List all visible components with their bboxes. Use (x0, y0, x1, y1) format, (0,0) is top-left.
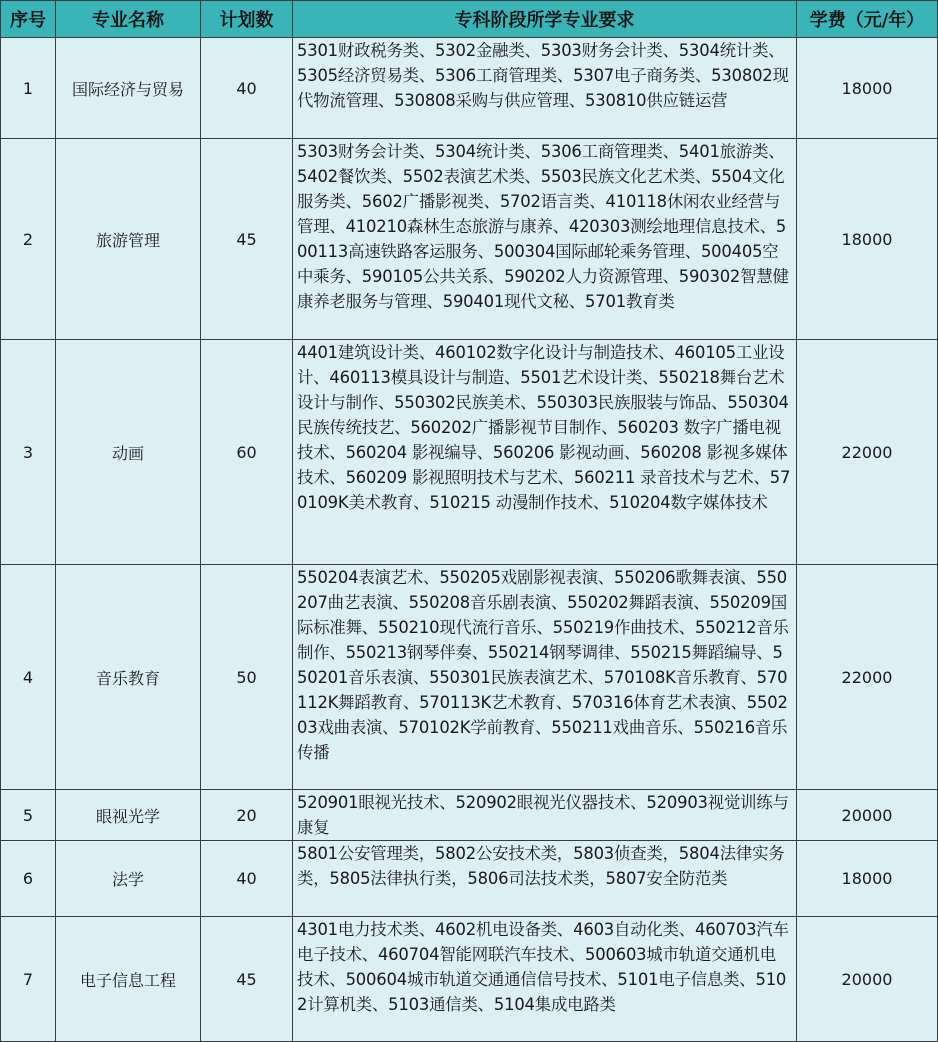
header-index: 序号 (1, 1, 56, 38)
row-tuition: 18000 (797, 38, 938, 139)
row-quota: 40 (201, 38, 293, 139)
row-requirement: 5801公安管理类，5802公安技术类，5803侦查类，5804法律实务类，5805法律执行类，5806司法技术类，5807安全防范类 (293, 841, 797, 917)
row-index: 1 (1, 38, 56, 139)
row-tuition: 20000 (797, 790, 938, 841)
row-quota: 45 (201, 139, 293, 340)
row-requirement: 5301财政税务类、5302金融类、5303财务会计类、5304统计类、5305经济贸易类、5306工商管理类、5307电子商务类、530802现代物流管理、530808采购与供应管理、530810供应链运营 (293, 38, 797, 139)
row-quota: 50 (201, 565, 293, 790)
row-index: 6 (1, 841, 56, 917)
row-tuition: 20000 (797, 917, 938, 1042)
row-major: 法学 (56, 841, 201, 917)
row-index: 5 (1, 790, 56, 841)
table-row (1, 139, 938, 340)
row-requirement: 550204表演艺术、550205戏剧影视表演、550206歌舞表演、550207曲艺表演、550208音乐剧表演、550202舞蹈表演、550209国际标准舞、550210现代流行音乐、550219作曲技术、550212音乐制作、550213钢琴伴奏、550214钢琴调律、550215舞蹈编导、550201音乐表演、550301民族表演艺术、570108K音乐教育、570112K舞蹈教育、570113K艺术教育、570316体育艺术表演、550203戏曲表演、570102K学前教育、550211戏曲音乐、550216音乐传播 (293, 565, 797, 790)
row-tuition: 22000 (797, 565, 938, 790)
row-index: 7 (1, 917, 56, 1042)
row-major: 电子信息工程 (56, 917, 201, 1042)
row-index: 3 (1, 340, 56, 565)
row-quota: 40 (201, 841, 293, 917)
row-tuition: 18000 (797, 139, 938, 340)
row-major: 动画 (56, 340, 201, 565)
table-row (1, 917, 938, 1042)
row-tuition: 22000 (797, 340, 938, 565)
row-quota: 60 (201, 340, 293, 565)
row-major: 音乐教育 (56, 565, 201, 790)
table-body (1, 38, 938, 1042)
header-major: 专业名称 (56, 1, 201, 38)
row-requirement: 520901眼视光技术、520902眼视光仪器技术、520903视觉训练与康复 (293, 790, 797, 841)
table-row (1, 565, 938, 790)
row-quota: 20 (201, 790, 293, 841)
header-quota: 计划数 (201, 1, 293, 38)
row-major: 国际经济与贸易 (56, 38, 201, 139)
row-requirement: 4401建筑设计类、460102数字化设计与制造技术、460105工业设计、460113模具设计与制造、5501艺术设计类、550218舞台艺术设计与制作、550302民族美术、550303民族服装与饰品、550304民族传统技艺、560202广播影视节目制作、560203 数字广播电视技术、560204 影视编导、560206 影视动画、560208 影视多媒体技术、560209 影视照明技术与艺术、560211 录音技术与艺术、570109K美术教育、510215 动漫制作技术、510204数字媒体技术 (293, 340, 797, 565)
row-major: 旅游管理 (56, 139, 201, 340)
table-row (1, 841, 938, 917)
header-row (1, 1, 938, 38)
row-tuition: 18000 (797, 841, 938, 917)
table-header (1, 1, 938, 38)
table-row (1, 38, 938, 139)
row-requirement: 4301电力技术类、4602机电设备类、4603自动化类、460703汽车电子技术、460704智能网联汽车技术、500603城市轨道交通机电技术、500604城市轨道交通通信信号技术、5101电子信息类、5102计算机类、5103通信类、5104集成电路类 (293, 917, 797, 1042)
row-index: 4 (1, 565, 56, 790)
row-major: 眼视光学 (56, 790, 201, 841)
table-row (1, 340, 938, 565)
table-row (1, 790, 938, 841)
row-index: 2 (1, 139, 56, 340)
header-requirement: 专科阶段所学专业要求 (293, 1, 797, 38)
header-tuition: 学费（元/年） (797, 1, 938, 38)
row-quota: 45 (201, 917, 293, 1042)
row-requirement: 5303财务会计类、5304统计类、5306工商管理类、5401旅游类、5402餐饮类、5502表演艺术类、5503民族文化艺术类、5504文化服务类、5602广播影视类、5702语言类、410118休闲农业经营与管理、410210森林生态旅游与康养、420303测绘地理信息技术、500113高速铁路客运服务、500304国际邮轮乘务管理、500405空中乘务、590105公共关系、590202人力资源管理、590302智慧健康养老服务与管理、590401现代文秘、5701教育类 (293, 139, 797, 340)
